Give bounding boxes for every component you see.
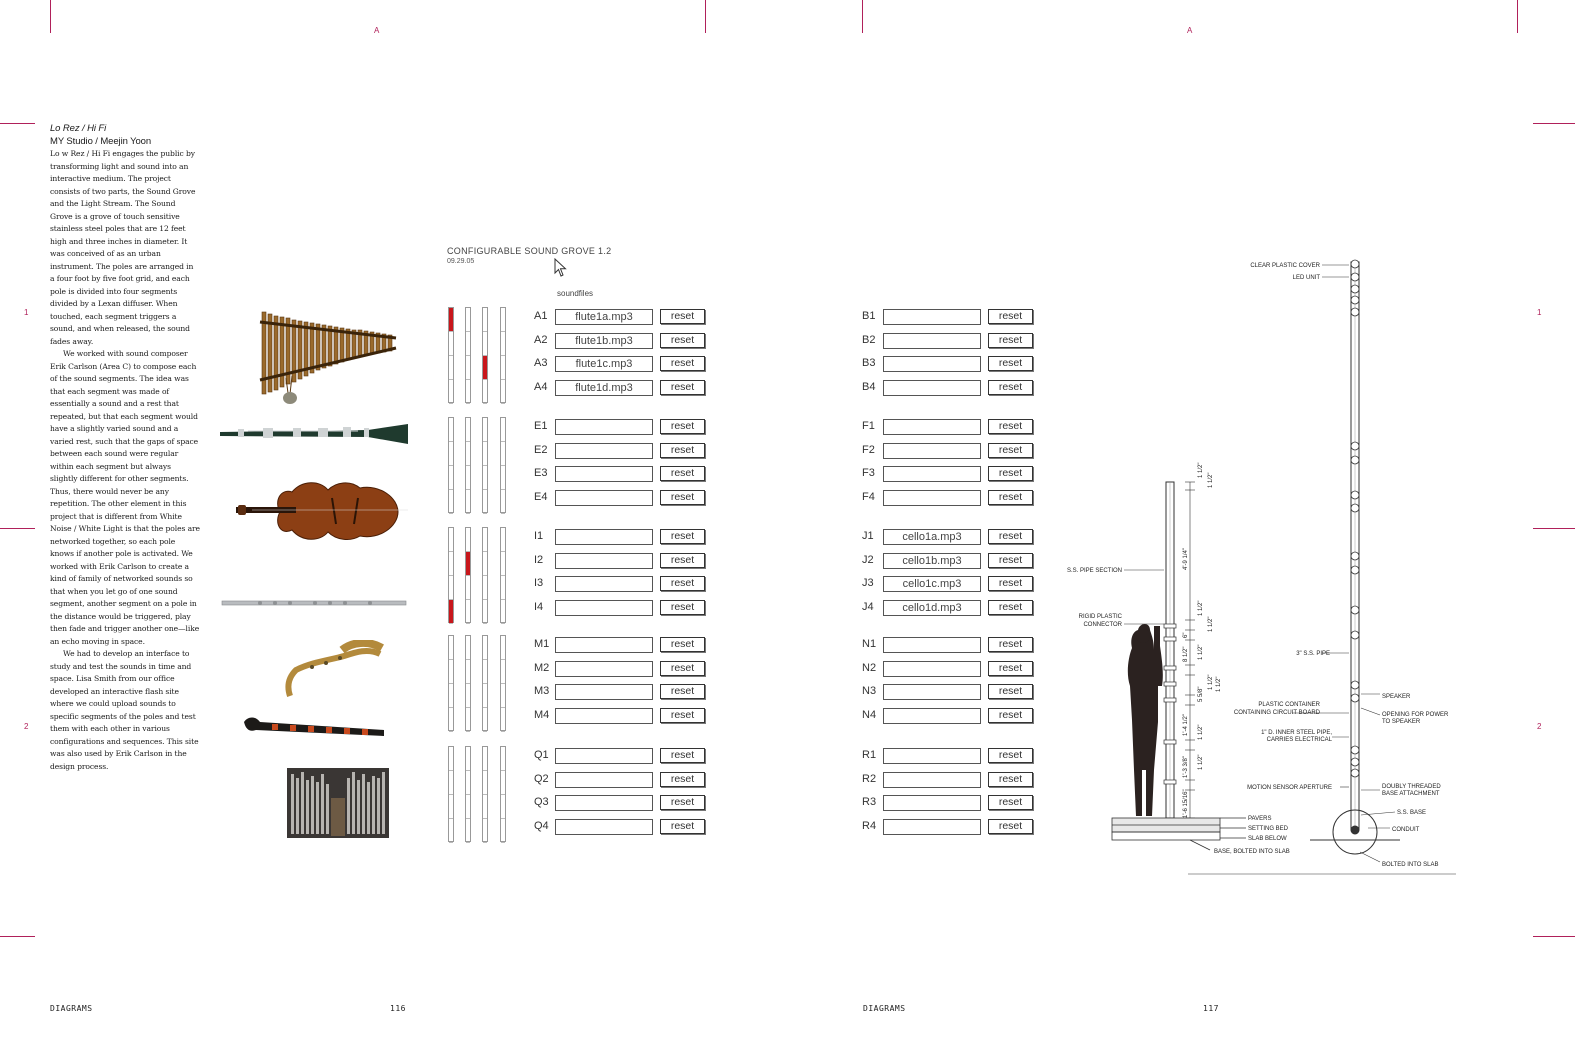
reset-button[interactable]: reset	[660, 661, 705, 676]
meter-segment[interactable]	[501, 308, 505, 332]
crop-mark	[1533, 528, 1575, 529]
meter-segment[interactable]	[483, 528, 487, 552]
meter-segment[interactable]	[501, 708, 505, 732]
registration-letter: A	[1187, 26, 1193, 35]
soundfile-field[interactable]	[555, 553, 653, 569]
meter-segment[interactable]	[466, 819, 470, 843]
pole-segment-meter[interactable]	[500, 746, 506, 842]
article-title: Lo Rez / Hi Fi	[50, 123, 107, 134]
meter-segment[interactable]	[501, 819, 505, 843]
reset-button[interactable]: reset	[660, 466, 705, 481]
meter-segment[interactable]	[501, 466, 505, 490]
meter-segment[interactable]	[449, 600, 453, 624]
reset-button[interactable]: reset	[660, 443, 705, 458]
page-number: 117	[1203, 1004, 1219, 1013]
soundfile-field[interactable]	[555, 529, 653, 545]
segment-label: M2	[534, 661, 550, 674]
meter-segment[interactable]	[483, 466, 487, 490]
label-doubly-threaded: BASE ATTACHMENT	[1382, 791, 1440, 797]
reset-button[interactable]: reset	[660, 708, 705, 723]
dimension-label: 4'-9 1/4"	[1183, 548, 1189, 570]
crop-mark	[862, 0, 863, 33]
segment-label: J2	[862, 553, 874, 566]
meter-segment[interactable]	[466, 528, 470, 552]
label-opening: OPENING FOR POWER	[1382, 712, 1449, 718]
dimension-label: 1 1/2"	[1198, 462, 1204, 478]
pole-segment-meter[interactable]	[500, 307, 506, 403]
pole-section-diagram	[1050, 250, 1470, 890]
dimension-label: 8 1/2"	[1183, 646, 1189, 662]
saxophone-image	[282, 640, 386, 698]
pole-segment-meter[interactable]	[500, 635, 506, 731]
reset-button[interactable]: reset	[988, 490, 1033, 505]
reset-button[interactable]: reset	[660, 356, 705, 371]
meter-segment[interactable]	[466, 795, 470, 819]
segment-label: M3	[534, 685, 550, 697]
meter-segment[interactable]	[483, 684, 487, 708]
arrow-cursor-icon	[554, 258, 568, 278]
meter-segment[interactable]	[483, 747, 487, 771]
meter-segment[interactable]	[501, 490, 505, 514]
meter-segment[interactable]	[449, 332, 453, 356]
label-rigid-connector: CONNECTOR	[1083, 622, 1122, 628]
segment-label: B1	[862, 310, 876, 322]
pole-segment-meter[interactable]	[465, 746, 471, 842]
segment-label: E1	[534, 420, 548, 432]
soundfile-field[interactable]	[883, 466, 981, 482]
segment-label: R1	[862, 749, 877, 761]
label-ss-base: S.S. BASE	[1397, 810, 1427, 816]
soundfile-field[interactable]	[555, 795, 653, 811]
soundfile-field[interactable]	[555, 819, 653, 835]
meter-segment[interactable]	[483, 660, 487, 684]
meter-segment[interactable]	[501, 576, 505, 600]
soundfile-field[interactable]	[555, 466, 653, 482]
soundfile-field[interactable]: cello1d.mp3	[883, 600, 981, 616]
meter-segment[interactable]	[466, 747, 470, 771]
pole-segment-meter[interactable]	[482, 417, 488, 513]
reset-button[interactable]: reset	[988, 356, 1033, 371]
human-head	[1136, 629, 1150, 643]
crop-mark	[1533, 123, 1575, 124]
dimension-label: 1 1/2"	[1198, 600, 1204, 616]
reset-button[interactable]: reset	[660, 419, 705, 434]
meter-segment[interactable]	[466, 466, 470, 490]
segment-label: I3	[534, 577, 544, 589]
reset-button[interactable]: reset	[660, 684, 705, 699]
meter-segment[interactable]	[501, 636, 505, 660]
meter-segment[interactable]	[501, 747, 505, 771]
meter-segment[interactable]	[483, 819, 487, 843]
meter-segment[interactable]	[483, 380, 487, 404]
reset-button[interactable]: reset	[988, 600, 1033, 615]
pole-segment-meter[interactable]	[465, 527, 471, 623]
meter-segment[interactable]	[449, 576, 453, 600]
segment-label: Q2	[534, 772, 549, 785]
meter-segment[interactable]	[466, 356, 470, 380]
label-doubly-threaded: DOUBLY THREADED	[1382, 784, 1441, 790]
meter-segment[interactable]	[501, 660, 505, 684]
meter-segment[interactable]	[449, 308, 453, 332]
reset-button[interactable]: reset	[660, 333, 705, 348]
meter-segment[interactable]	[466, 771, 470, 795]
article-paragraph: We worked with sound composer Erik Carlson (Area C) to compose each of the sound segments. The idea was that each segment was made of essentially a sound and a rest that repeated, but that each segment would have a slightly varied sound and a varied rest, such that the gaps of space between each sound were regular within each segment but always slightly different for other segments. Thus, there would never be any repetition. The other element in this project that is different from White Noise / White Light is that the poles are networked together, so each pole knows if another pole is activated. We worked with Erik Carlson to create a kind of family of networked sounds so that when you let go of one sound segment, another segment on a pole in the distance would be triggered, play then fade and trigger another one—like an echo moving in space.	[50, 349, 200, 646]
pole-segment-meter[interactable]	[482, 746, 488, 842]
reset-button[interactable]: reset	[988, 661, 1033, 676]
soundfile-field[interactable]	[555, 748, 653, 764]
soundfile-field[interactable]: cello1b.mp3	[883, 553, 981, 569]
crop-mark	[1533, 936, 1575, 937]
meter-segment[interactable]	[449, 636, 453, 660]
meter-segment[interactable]	[466, 660, 470, 684]
meter-segment[interactable]	[501, 442, 505, 466]
meter-segment[interactable]	[449, 356, 453, 380]
segment-label: F1	[862, 420, 875, 432]
crop-mark	[705, 0, 706, 33]
soundfile-field[interactable]: flute1d.mp3	[555, 380, 653, 396]
registration-number: 2	[24, 722, 29, 731]
soundfile-field[interactable]	[555, 600, 653, 616]
dimension-label: 1'-3 3/8"	[1183, 756, 1189, 778]
reset-button[interactable]: reset	[660, 795, 705, 810]
label-clear-cover: CLEAR PLASTIC COVER	[1250, 263, 1320, 269]
soundfile-field[interactable]	[555, 708, 653, 724]
meter-segment[interactable]	[449, 684, 453, 708]
meter-segment[interactable]	[501, 552, 505, 576]
segment-label: Q1	[534, 749, 549, 761]
reset-button[interactable]: reset	[988, 380, 1033, 395]
soundfile-field[interactable]	[883, 637, 981, 653]
registration-number: 1	[24, 308, 29, 317]
soundfile-field[interactable]	[883, 708, 981, 724]
reset-button[interactable]: reset	[988, 637, 1033, 652]
reset-button[interactable]: reset	[988, 443, 1033, 458]
meter-segment[interactable]	[501, 795, 505, 819]
label-plastic-container: CONTAINING CIRCUIT BOARD	[1233, 710, 1320, 716]
label-pipe-section: S.S. PIPE SECTION	[1066, 568, 1122, 574]
meter-segment[interactable]	[501, 684, 505, 708]
reset-button[interactable]: reset	[660, 380, 705, 395]
reset-button[interactable]: reset	[988, 708, 1033, 723]
reset-button[interactable]: reset	[988, 553, 1033, 568]
pole-segment-meter[interactable]	[482, 307, 488, 403]
meter-segment[interactable]	[483, 636, 487, 660]
meter-segment[interactable]	[466, 600, 470, 624]
organ-pipes-image	[287, 768, 389, 838]
pole-segment-meter[interactable]	[500, 527, 506, 623]
soundfile-field[interactable]	[883, 490, 981, 506]
pole-segment-meter[interactable]	[482, 635, 488, 731]
soundfile-field[interactable]	[883, 795, 981, 811]
reset-button[interactable]: reset	[988, 576, 1033, 591]
meter-segment[interactable]	[483, 442, 487, 466]
reset-button[interactable]: reset	[660, 490, 705, 505]
label-base-bolted: BASE, BOLTED INTO SLAB	[1214, 849, 1290, 855]
interface-date: 09.29.05	[447, 258, 475, 265]
dimension-label: 6"	[1183, 632, 1189, 638]
dimension-label: 1 1/2"	[1208, 472, 1214, 488]
reset-button[interactable]: reset	[660, 576, 705, 591]
pole-segment-meter[interactable]	[448, 307, 454, 403]
meter-segment[interactable]	[483, 576, 487, 600]
meter-segment[interactable]	[449, 466, 453, 490]
segment-label: I4	[534, 600, 544, 613]
registration-letter: A	[374, 26, 380, 35]
meter-segment[interactable]	[501, 528, 505, 552]
reset-button[interactable]: reset	[660, 772, 705, 787]
soundfile-field[interactable]	[883, 772, 981, 788]
meter-segment[interactable]	[501, 418, 505, 442]
meter-segment[interactable]	[483, 600, 487, 624]
reset-button[interactable]: reset	[988, 795, 1033, 810]
meter-segment[interactable]	[483, 332, 487, 356]
meter-segment[interactable]	[483, 708, 487, 732]
dimension-label: 1 1/2"	[1198, 644, 1204, 660]
didgeridoo-image	[242, 712, 388, 740]
meter-segment[interactable]	[466, 684, 470, 708]
meter-segment[interactable]	[501, 356, 505, 380]
meter-segment[interactable]	[466, 490, 470, 514]
soundfile-field[interactable]	[883, 748, 981, 764]
clarinet-image	[218, 422, 412, 446]
pole-segment-meter[interactable]	[482, 527, 488, 623]
segment-label: A4	[534, 380, 548, 393]
reset-button[interactable]: reset	[660, 553, 705, 568]
segment-label: Q4	[534, 819, 549, 832]
dimension-label: 1 1/2"	[1216, 676, 1222, 692]
reset-button[interactable]: reset	[660, 819, 705, 834]
meter-segment[interactable]	[449, 442, 453, 466]
crop-mark	[0, 123, 35, 124]
article-paragraph: We had to develop an interface to study and test the sounds in time and space. Lisa Smith from our office developed an interactive flash site where we could upload sounds to specific segments of the poles and test them with each other in various configurations and sequences. This site was also used by Erik Carlson in the design process.	[50, 649, 199, 771]
reset-button[interactable]: reset	[660, 637, 705, 652]
meter-segment[interactable]	[483, 418, 487, 442]
segment-label: R4	[862, 819, 877, 832]
soundfile-field[interactable]	[883, 380, 981, 396]
human-scale-figure	[1128, 624, 1163, 816]
label-plastic-container: PLASTIC CONTAINER	[1258, 702, 1320, 708]
label-ss-pipe: 3" S.S. PIPE	[1296, 651, 1330, 657]
soundfile-field[interactable]	[555, 661, 653, 677]
soundfile-field[interactable]: flute1c.mp3	[555, 356, 653, 372]
dimension-label: 1 1/2"	[1198, 754, 1204, 770]
meter-segment[interactable]	[449, 819, 453, 843]
pole-segment-meter[interactable]	[465, 417, 471, 513]
segment-label: R2	[862, 772, 877, 785]
segment-label: Q3	[534, 796, 549, 808]
balafon-image	[258, 308, 400, 406]
crop-mark	[0, 528, 35, 529]
segment-label: J1	[862, 530, 874, 542]
pole-segment-meter[interactable]	[448, 417, 454, 513]
meter-segment[interactable]	[466, 380, 470, 404]
soundfile-field[interactable]	[555, 490, 653, 506]
pole-segment-meter[interactable]	[465, 635, 471, 731]
label-conduit: CONDUIT	[1392, 827, 1420, 833]
meter-segment[interactable]	[483, 552, 487, 576]
segment-label: N3	[862, 685, 877, 697]
segment-label: I1	[534, 530, 544, 542]
pole-segment-meter[interactable]	[448, 527, 454, 623]
pole-segment-meter[interactable]	[448, 746, 454, 842]
label-led-unit: LED UNIT	[1292, 275, 1320, 281]
meter-segment[interactable]	[483, 795, 487, 819]
dimension-label: 1'-6 15/16"	[1183, 789, 1189, 818]
segment-label: B3	[862, 357, 876, 369]
pole-segment-meter[interactable]	[448, 635, 454, 731]
segment-label: A1	[534, 310, 548, 322]
segment-label: N1	[862, 638, 877, 650]
meter-segment[interactable]	[501, 600, 505, 624]
reset-button[interactable]: reset	[988, 819, 1033, 834]
footer-section-label: DIAGRAMS	[50, 1004, 93, 1013]
segment-label: J3	[862, 577, 874, 589]
crop-mark	[0, 936, 35, 937]
soundfiles-heading: soundfiles	[557, 289, 594, 298]
article-paragraph: Lo w Rez / Hi Fi engages the public by transforming light and sound into an interactive medium. The project consists of two parts, the Sound Grove and the Light Stream. The Sound Grove is a grove of touch sensitive stainless steel poles that are 12 feet high and three inches in diameter. It was conceived of as an urban instrument. The poles are arranged in a four foot by five foot grid, and each pole is divided into four segments divided by a Lexan diffuser. When touched, each segment triggers a sound, and when released, the sound fades away.	[50, 149, 196, 346]
soundfile-field[interactable]	[883, 819, 981, 835]
soundfile-field[interactable]	[555, 576, 653, 592]
reset-button[interactable]: reset	[988, 309, 1033, 324]
meter-segment[interactable]	[501, 771, 505, 795]
meter-segment[interactable]	[449, 418, 453, 442]
soundfile-field[interactable]	[555, 443, 653, 459]
soundfile-field[interactable]	[883, 684, 981, 700]
meter-segment[interactable]	[466, 708, 470, 732]
meter-segment[interactable]	[449, 490, 453, 514]
segment-label: M1	[534, 638, 550, 650]
interface-title: CONFIGURABLE SOUND GROVE 1.2	[447, 246, 612, 256]
segment-label: R3	[862, 796, 877, 808]
reset-button[interactable]: reset	[988, 529, 1033, 544]
segment-label: E4	[534, 490, 548, 503]
reset-button[interactable]: reset	[988, 772, 1033, 787]
article-authors: MY Studio / Meejin Yoon	[50, 135, 152, 147]
label-inner-pipe: CARRIES ELECTRICAL	[1266, 737, 1332, 743]
meter-segment[interactable]	[483, 771, 487, 795]
segment-label: N4	[862, 708, 877, 721]
meter-segment[interactable]	[449, 552, 453, 576]
reset-button[interactable]: reset	[660, 600, 705, 615]
pole-segment-meter[interactable]	[465, 307, 471, 403]
reset-button[interactable]: reset	[988, 419, 1033, 434]
label-slab-below: SLAB BELOW	[1248, 836, 1287, 842]
footer-section-label: DIAGRAMS	[863, 1004, 906, 1013]
label-speaker: SPEAKER	[1382, 694, 1411, 700]
segment-label: F4	[862, 490, 875, 503]
soundfile-field[interactable]	[883, 661, 981, 677]
meter-segment[interactable]	[449, 660, 453, 684]
reset-button[interactable]: reset	[660, 309, 705, 324]
soundfile-field[interactable]: flute1a.mp3	[555, 309, 653, 325]
soundfile-field[interactable]: cello1a.mp3	[883, 529, 981, 545]
soundfile-field[interactable]	[883, 419, 981, 435]
meter-segment[interactable]	[466, 552, 470, 576]
segment-label: E2	[534, 443, 548, 456]
label-opening: TO SPEAKER	[1382, 719, 1421, 725]
meter-segment[interactable]	[483, 490, 487, 514]
meter-segment[interactable]	[466, 576, 470, 600]
reset-button[interactable]: reset	[988, 748, 1033, 763]
meter-segment[interactable]	[466, 636, 470, 660]
label-inner-pipe: 1" D. INNER STEEL PIPE,	[1261, 730, 1332, 736]
dimension-label: 5 5/8"	[1198, 686, 1204, 702]
reset-button[interactable]: reset	[988, 333, 1033, 348]
segment-label: N2	[862, 661, 877, 674]
segment-label: B4	[862, 380, 876, 393]
registration-number: 2	[1537, 722, 1542, 731]
soundfile-field[interactable]	[883, 333, 981, 349]
meter-segment[interactable]	[449, 771, 453, 795]
meter-segment[interactable]	[449, 380, 453, 404]
crop-mark	[1517, 0, 1518, 33]
meter-segment[interactable]	[466, 418, 470, 442]
label-rigid-connector: RIGID PLASTIC	[1078, 614, 1122, 620]
dimension-label: 1 1/2"	[1198, 724, 1204, 740]
soundfile-field[interactable]	[555, 637, 653, 653]
reset-button[interactable]: reset	[660, 529, 705, 544]
label-pavers: PAVERS	[1248, 816, 1272, 822]
soundfile-field[interactable]	[555, 419, 653, 435]
page-number: 116	[390, 1004, 406, 1013]
label-setting-bed: SETTING BED	[1248, 826, 1289, 832]
crop-mark	[50, 0, 51, 33]
meter-segment[interactable]	[449, 528, 453, 552]
flute-image	[220, 597, 408, 609]
dimension-label: 1'-4 1/2"	[1183, 714, 1189, 736]
soundfile-field[interactable]	[555, 772, 653, 788]
segment-label: A2	[534, 333, 548, 346]
soundfile-field[interactable]	[555, 684, 653, 700]
segment-label: B2	[862, 333, 876, 346]
soundfile-field[interactable]	[883, 443, 981, 459]
registration-number: 1	[1537, 308, 1542, 317]
meter-segment[interactable]	[501, 332, 505, 356]
meter-segment[interactable]	[449, 795, 453, 819]
soundfile-field[interactable]	[883, 356, 981, 372]
soundfile-field[interactable]: cello1c.mp3	[883, 576, 981, 592]
dimension-label: 1 1/2"	[1208, 674, 1214, 690]
meter-segment[interactable]	[449, 747, 453, 771]
cello-image	[232, 478, 412, 544]
article	[50, 123, 200, 773]
segment-label: F3	[862, 467, 875, 479]
soundfile-field[interactable]: flute1b.mp3	[555, 333, 653, 349]
label-motion-sensor: MOTION SENSOR APERTURE	[1247, 785, 1332, 791]
meter-segment[interactable]	[466, 442, 470, 466]
meter-segment[interactable]	[483, 308, 487, 332]
segment-label: A3	[534, 357, 548, 369]
pole-segment-meter[interactable]	[500, 417, 506, 513]
segment-label: F2	[862, 443, 875, 456]
meter-segment[interactable]	[466, 308, 470, 332]
segment-label: J4	[862, 600, 874, 613]
soundfile-field[interactable]	[883, 309, 981, 325]
meter-segment[interactable]	[501, 380, 505, 404]
segment-label: E3	[534, 467, 548, 479]
meter-segment[interactable]	[449, 708, 453, 732]
meter-segment[interactable]	[466, 332, 470, 356]
meter-segment[interactable]	[483, 356, 487, 380]
label-bolted-slab: BOLTED INTO SLAB	[1382, 862, 1439, 868]
segment-label: M4	[534, 708, 550, 721]
reset-button[interactable]: reset	[988, 684, 1033, 699]
reset-button[interactable]: reset	[660, 748, 705, 763]
dimension-label: 1 1/2"	[1208, 616, 1214, 632]
reset-button[interactable]: reset	[988, 466, 1033, 481]
segment-label: I2	[534, 553, 544, 566]
